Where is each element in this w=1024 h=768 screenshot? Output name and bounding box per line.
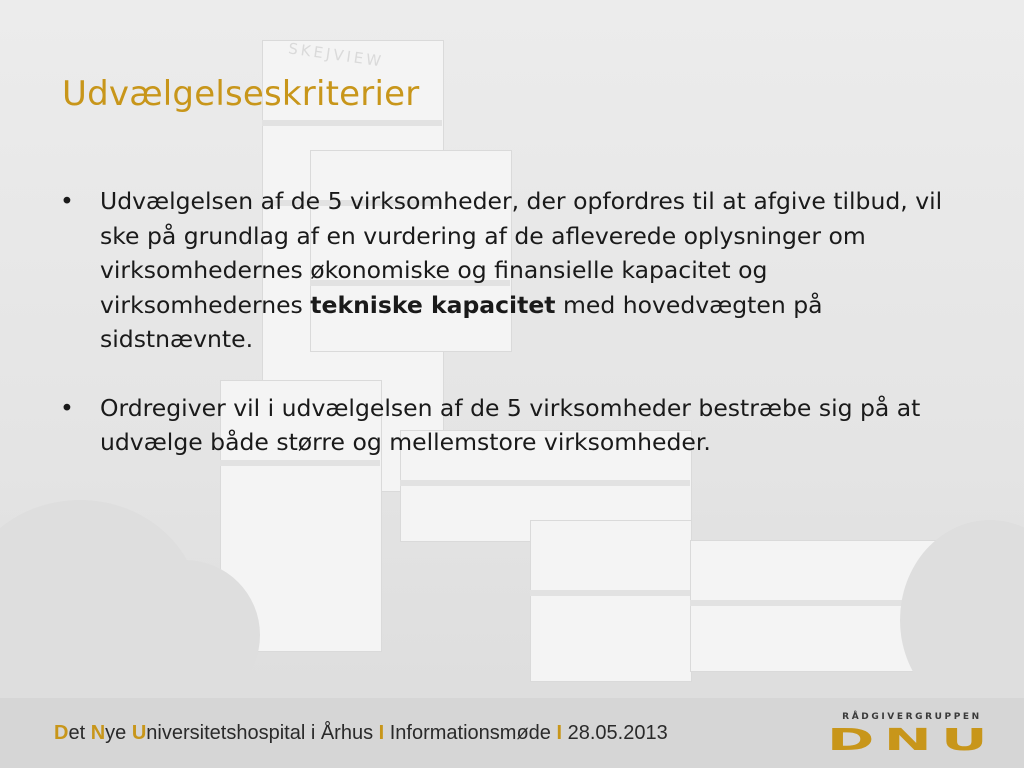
- bullet-bold-text: tekniske kapacitet: [310, 290, 556, 319]
- bullet-symbol: •: [60, 187, 74, 215]
- background-sign-text: SKEJVIEW: [287, 39, 386, 71]
- bullet-symbol: •: [60, 393, 74, 422]
- footer-text: Det Nye Universitetshospital i Århus I Informationsmøde I 28.05.2013: [54, 722, 668, 744]
- logo-graphic: [824, 712, 1000, 752]
- logo-small-text: RÅDGIVERGRUPPEN: [842, 712, 982, 722]
- slide-title: Udvælgelseskriterier: [62, 74, 420, 114]
- bullet-item: [60, 184, 975, 357]
- bullet-text: Ordregiver vil i udvælgelsen af de 5 virksomheder bestræbe sig på at udvælge både større og mellemstore virksomheder.: [100, 393, 921, 456]
- logo-large-text: DNU: [827, 723, 997, 752]
- company-logo: [824, 712, 1000, 752]
- bullet-text: Udvælgelsen af de 5 virksomheder, der opfordres til at afgive tilbud, vil ske på grundlag af en vurdering af de afleverede oplysninger om virksomhedernes økonomiske og finansielle kapacitet og virksomhedernes: [100, 187, 943, 319]
- bullet-list: [60, 184, 975, 494]
- bullet-text-end: med hovedvægten på sidstnævnte.: [100, 290, 823, 353]
- bullet-item: [60, 391, 975, 460]
